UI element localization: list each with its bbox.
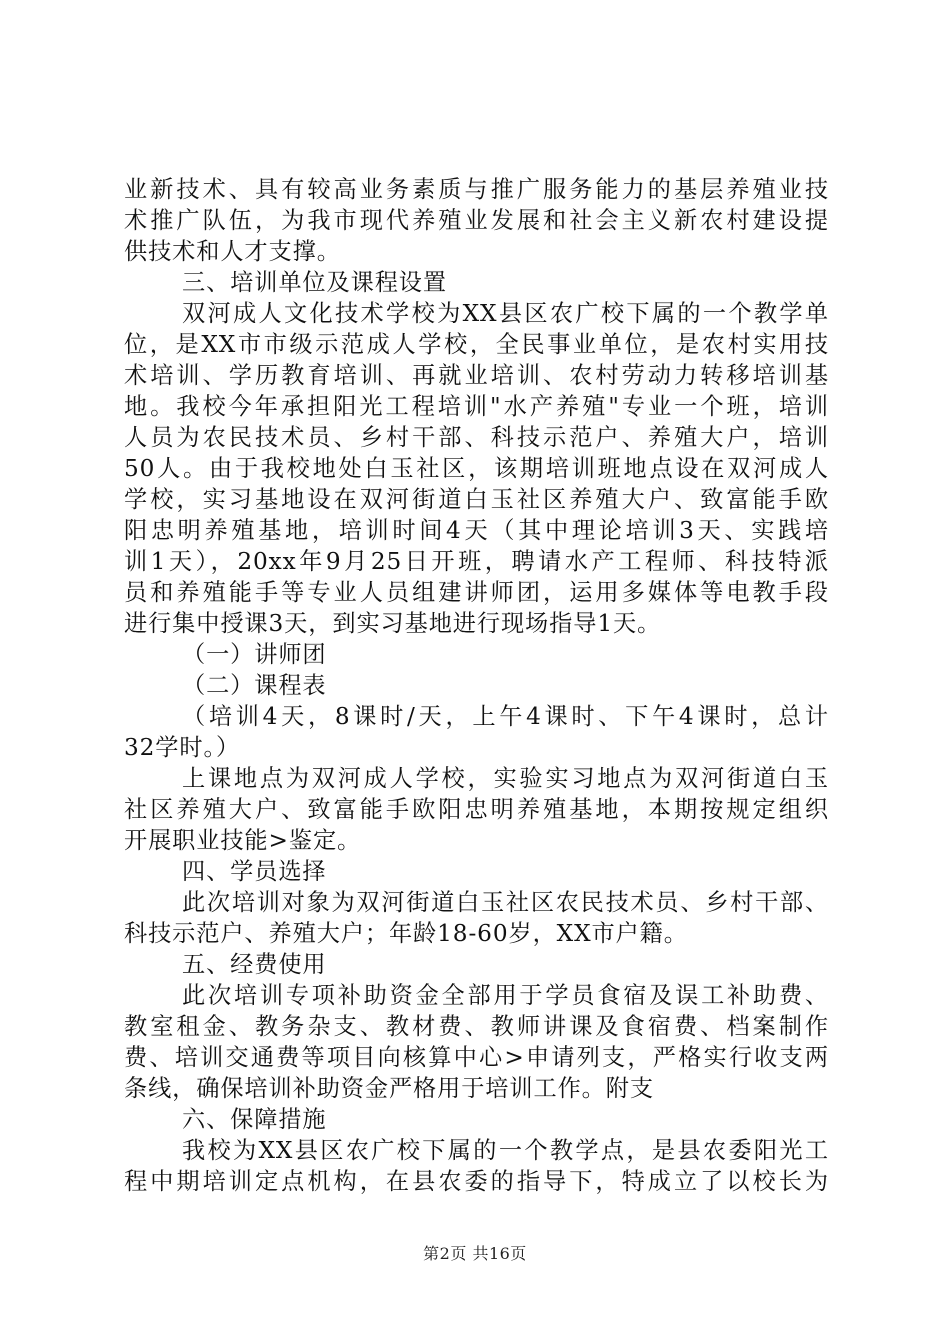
document-body — [124, 174, 829, 1197]
text-line: 科技示范户、养殖大户；年龄18-60岁，XX市户籍。 — [124, 920, 688, 947]
text-line: 位，是XX市市级示范成人学校，全民事业单位，是农村实用技 — [124, 331, 829, 358]
text-line: 开展职业技能>鉴定。 — [124, 827, 362, 854]
text-line: 进行集中授课3天，到实习基地进行现场指导1天。 — [124, 610, 662, 637]
text-line: 教室租金、教务杂支、教材费、教师讲课及食宿费、档案制作 — [124, 1013, 829, 1040]
text-line: 术培训、学历教育培训、再就业培训、农村劳动力转移培训基 — [124, 362, 829, 389]
text-line: 训1天），20xx年9月25日开班，聘请水产工程师、科技特派 — [124, 548, 829, 575]
text-line: 社区养殖大户、致富能手欧阳忠明养殖基地，本期按规定组织 — [124, 796, 829, 823]
text-line: 我校为XX县区农广校下属的一个教学点，是县农委阳光工 — [182, 1137, 829, 1164]
subsection-heading: （二）课程表 — [182, 672, 327, 699]
text-line: 供技术和人才支撑。 — [124, 238, 341, 265]
subsection-heading: （一）讲师团 — [182, 641, 327, 668]
text-line: 学校，实习基地设在双河街道白玉社区养殖大户、致富能手欧 — [124, 486, 829, 513]
text-line: 此次培训对象为双河街道白玉社区农民技术员、乡村干部、 — [182, 889, 829, 916]
text-line: 业新技术、具有较高业务素质与推广服务能力的基层养殖业技 — [124, 176, 829, 203]
page-number-footer: 第2页 共16页 — [423, 1244, 527, 1263]
section-heading: 六、保障措施 — [182, 1106, 327, 1133]
text-line: 阳忠明养殖基地，培训时间4天（其中理论培训3天、实践培 — [124, 517, 829, 544]
text-line: 地。我校今年承担阳光工程培训"水产养殖"专业一个班，培训 — [124, 393, 829, 420]
section-heading: 四、学员选择 — [182, 858, 327, 885]
text-line: 此次培训专项补助资金全部用于学员食宿及误工补助费、 — [182, 982, 829, 1009]
text-line: 条线，确保培训补助资金严格用于培训工作。附支 — [124, 1075, 654, 1102]
text-line: 双河成人文化技术学校为XX县区农广校下属的一个教学单 — [182, 300, 829, 327]
text-line: 术推广队伍，为我市现代养殖业发展和社会主义新农村建设提 — [124, 207, 829, 234]
text-line: 费、培训交通费等项目向核算中心>申请列支，严格实行收支两 — [124, 1044, 829, 1071]
section-heading: 五、经费使用 — [182, 951, 327, 978]
text-line: （培训4天，8课时/天，上午4课时、下午4课时，总计 — [182, 703, 829, 730]
text-line: 人员为农民技术员、乡村干部、科技示范户、养殖大户，培训 — [124, 424, 829, 451]
text-line: 50人。由于我校地处白玉社区，该期培训班地点设在双河成人 — [124, 455, 829, 482]
text-line: 员和养殖能手等专业人员组建讲师团，运用多媒体等电教手段 — [124, 579, 829, 606]
text-line: 程中期培训定点机构，在县农委的指导下，特成立了以校长为 — [124, 1168, 829, 1195]
text-line: 32学时。） — [124, 734, 241, 761]
text-line: 上课地点为双河成人学校，实验实习地点为双河街道白玉 — [182, 765, 829, 792]
section-heading: 三、培训单位及课程设置 — [182, 269, 447, 296]
